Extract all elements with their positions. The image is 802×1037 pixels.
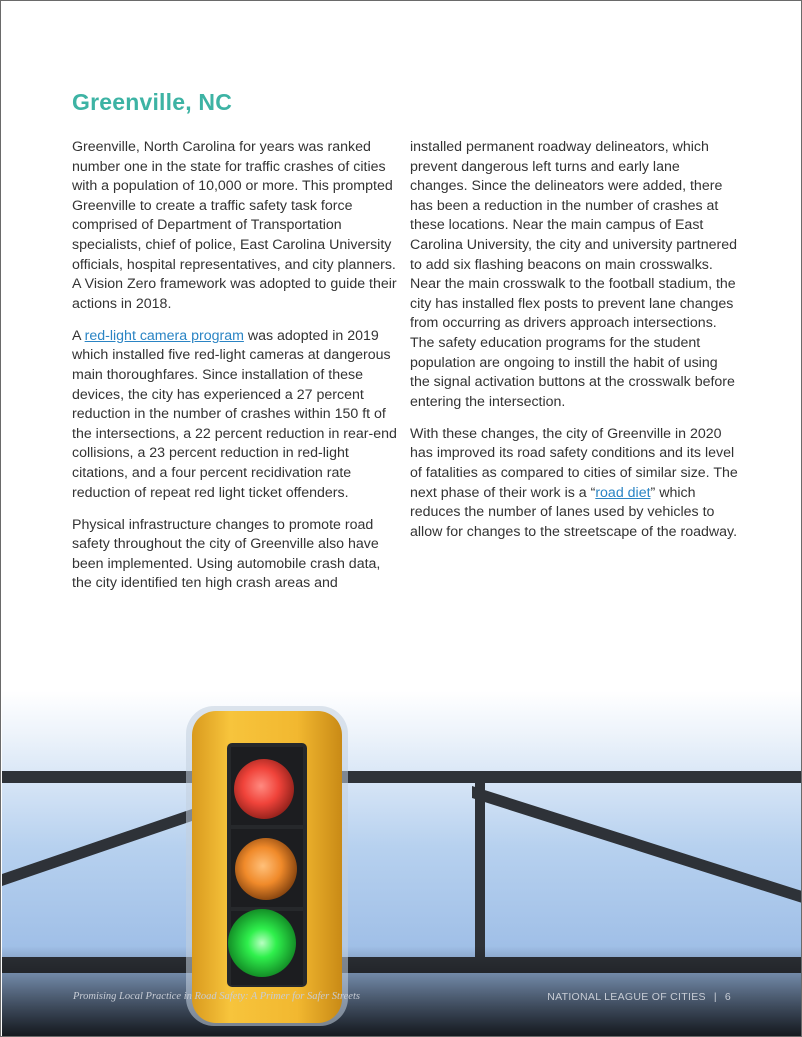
left-column <box>72 138 398 607</box>
paragraph-text: With these changes, the city of Greenville in 2020 has improved its road safety conditions and its level of fatalities as compared to cities of similar size. The next phase of their work is a “ <box>410 425 738 501</box>
paragraph-text: ” which reduces the number of lanes used by vehicles to allow for changes to the streetscape of the roadway. <box>410 484 738 540</box>
paragraph-text: A <box>72 327 85 344</box>
paragraph-camera-program <box>72 327 398 503</box>
footer-org-name: NATIONAL LEAGUE OF CITIES <box>547 991 706 1003</box>
right-column <box>410 138 740 555</box>
paragraph-infrastructure: Physical infrastructure changes to promote road safety throughout the city of Greenville also have been implemented. Using automobile crash data, the city identified ten high crash areas and <box>72 516 381 592</box>
paragraph-road-diet <box>410 425 740 543</box>
road-diet-link[interactable]: road diet <box>595 484 651 501</box>
page-title: Greenville, NC <box>72 89 233 115</box>
footer-title: Promising Local Practice in Road Safety: A Primer for Safer Streets <box>73 991 360 1002</box>
red-light-camera-program-link[interactable]: red-light camera program <box>84 327 244 344</box>
paragraph-delineators: installed permanent roadway delineators, which prevent dangerous left turns and early lane changes. Since the delineators were added, there has been a reduction in the number of crashes at these locations. Near the main campus of East Carolina University, the city and university partnered to add six flashing beacons on main crosswalks. Near the main crosswalk to the football stadium, the city has installed flex posts to prevent lane changes from occurring as drivers approach intersections. The safety education programs for the student population are ongoing to instill the habit of using the signal activation buttons at the crosswalk before entering the intersection. <box>410 139 737 410</box>
footer-org <box>547 991 731 1003</box>
traffic-light <box>186 706 348 1026</box>
footer-separator: | <box>713 991 717 1003</box>
traffic-light-photo <box>2 691 802 1036</box>
paragraph-text: was adopted in 2019 which installed five red-light cameras at dangerous main thoroughfares. Since installation of these devices, the city has experienced a 27 percent reduction in the number of crashes within 150 ft of the intersections, a 22 percent reduction in rear-end collisions, a 23 percent reduction in red-light citations, and a four percent recidivation rate reduction of repeat red light ticket offenders. <box>72 327 397 501</box>
page-number: 6 <box>724 991 731 1003</box>
paragraph-intro: Greenville, North Carolina for years was ranked number one in the state for traffic crashes of cities with a population of 10,000 or more. This prompted Greenville to create a traffic safety task force comprised of Department of Transportation specialists, chief of police, East Carolina University officials, hospital representatives, and city planners. A Vision Zero framework was adopted to guide their actions in 2018. <box>72 139 397 312</box>
